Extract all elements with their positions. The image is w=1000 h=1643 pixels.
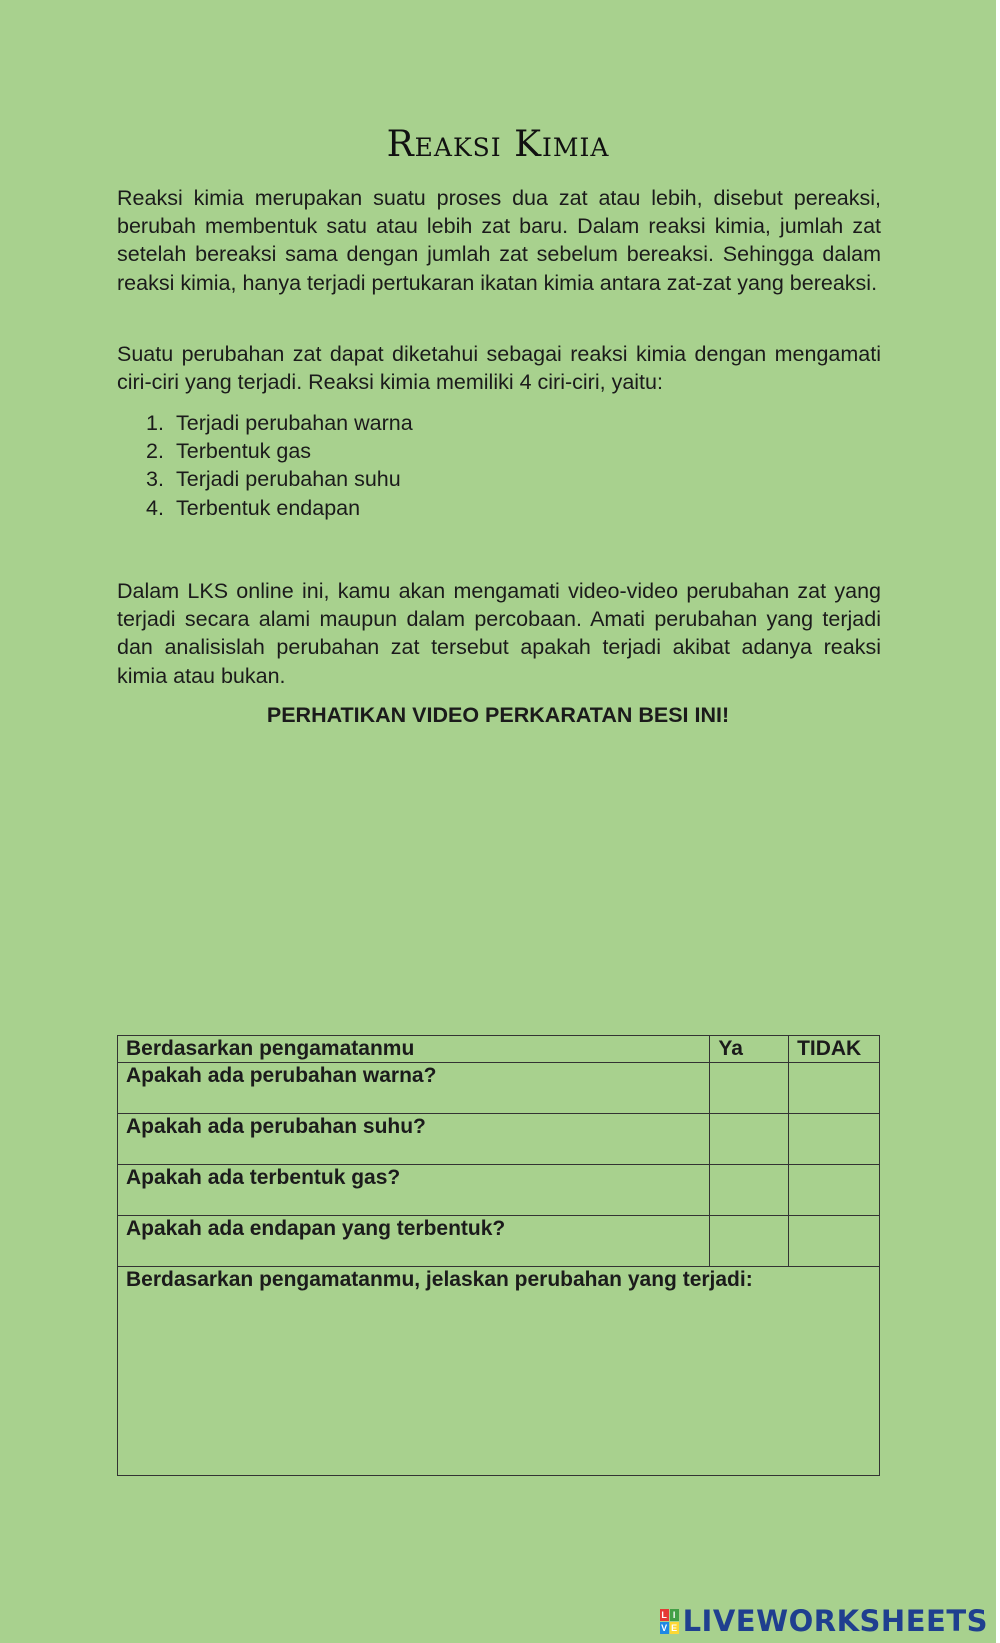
header-yes: Ya xyxy=(710,1036,789,1063)
question-cell: Apakah ada perubahan warna? xyxy=(118,1063,710,1114)
table-row xyxy=(118,1165,880,1216)
answer-yes-cell[interactable] xyxy=(710,1063,789,1114)
answer-yes-cell[interactable] xyxy=(710,1165,789,1216)
logo-blocks-icon: L I V E xyxy=(661,1609,678,1633)
characteristics-paragraph: Suatu perubahan zat dapat diketahui sebagai reaksi kimia dengan mengamati ciri-ciri yang terjadi. Reaksi kimia memiliki 4 ciri-ciri, yaitu: xyxy=(117,342,881,395)
answer-no-cell[interactable] xyxy=(789,1114,880,1165)
table-row xyxy=(118,1216,880,1267)
table-header-row xyxy=(118,1036,880,1063)
list-item: 3. Terjadi perubahan suhu xyxy=(146,467,401,492)
answer-no-cell[interactable] xyxy=(789,1216,880,1267)
answer-no-cell[interactable] xyxy=(789,1063,880,1114)
list-item: 2. Terbentuk gas xyxy=(146,439,312,464)
header-no: TIDAK xyxy=(789,1036,880,1063)
video-callout: PERHATIKAN VIDEO PERKARATAN BESI INI! xyxy=(266,703,730,727)
characteristics-list xyxy=(146,409,413,522)
list-item: 4. Terbentuk endapan xyxy=(146,495,361,520)
explanation-row xyxy=(118,1267,880,1476)
page-title: Reaksi Kimia xyxy=(386,124,610,165)
answer-yes-cell[interactable] xyxy=(710,1114,789,1165)
question-cell: Apakah ada terbentuk gas? xyxy=(118,1165,710,1216)
observation-table xyxy=(117,1035,880,1476)
intro-paragraph: Reaksi kimia merupakan suatu proses dua zat atau lebih, disebut pereaksi, berubah membentuk satu atau lebih zat baru. Dalam reaksi kimia, jumlah zat setelah bereaksi sama dengan jumlah zat sebelum bereaksi. Sehingga dalam reaksi kimia, hanya terjadi pertukaran ikatan kimia antara zat-zat yang bereaksi. xyxy=(117,186,881,295)
brand-name: LIVEWORKSHEETS xyxy=(682,1604,988,1638)
explanation-answer-box[interactable] xyxy=(118,1267,880,1476)
question-cell: Apakah ada endapan yang terbentuk? xyxy=(118,1216,710,1267)
list-item: 1. Terjadi perubahan warna xyxy=(146,411,413,435)
liveworksheets-logo xyxy=(660,1604,988,1638)
table-row xyxy=(118,1114,880,1165)
answer-yes-cell[interactable] xyxy=(710,1216,789,1267)
question-cell: Apakah ada perubahan suhu? xyxy=(118,1114,710,1165)
answer-no-cell[interactable] xyxy=(789,1165,880,1216)
header-question: Berdasarkan pengamatanmu xyxy=(118,1036,710,1063)
explanation-prompt: Berdasarkan pengamatanmu, jelaskan perubahan yang terjadi: xyxy=(126,1268,753,1291)
table-row xyxy=(118,1063,880,1114)
instruction-paragraph: Dalam LKS online ini, kamu akan mengamati video-video perubahan zat yang terjadi secara alami maupun dalam percobaan. Amati perubahan yang terjadi dan analisislah perubahan zat tersebut apakah terjadi akibat adanya reaksi kimia atau bukan. xyxy=(117,579,881,688)
